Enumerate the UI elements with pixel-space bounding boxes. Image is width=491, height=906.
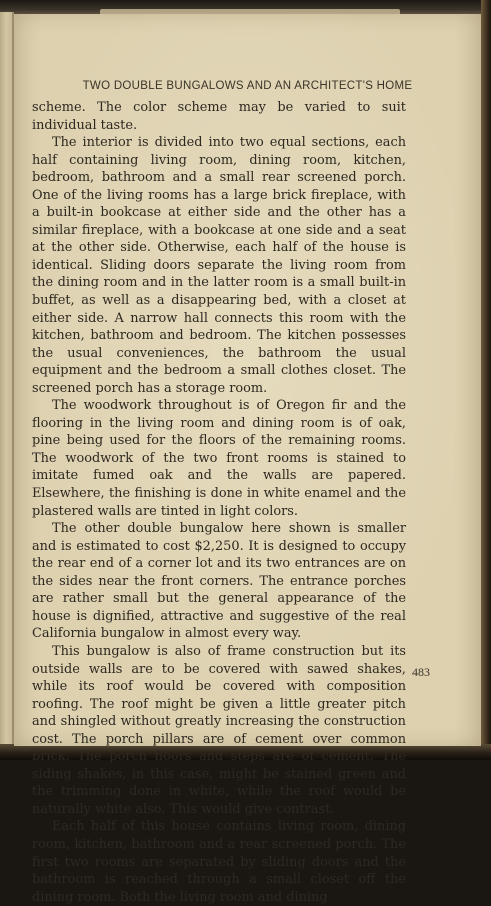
paragraph-interior: The interior is divided into two equal sections, each half containing living room, dining room, kitchen, bedroom, bathroom and a small rear screened porch. One of the living rooms has a large brick fireplace, with a built-in bookcase at either side and the other has a similar fireplace, with a bookcase at one side and a seat at the other side. Otherwise, each half of the house is identical. Sliding doors separate the living room from the dining room and in the latter room is a small built-in buffet, as well as a disappearing bed, with a closet at either side. A narrow hall connects this room with the kitchen, bathroom and bedroom. The kitchen possesses the usual conveniences, the bathroom the usual equipment and the bedroom a small clothes closet. The screened porch has a storage room. [32,135,406,396]
paragraph-construction: This bungalow is also of frame construction but its outside walls are to be covered with sawed shakes, while its roof would be covered with composition roofing. The roof might be given a little greater pitch and shingled without greatly increasing the construction cost. The porch pillars are of cement over common brick. The porch floors and steps are of cement. The siding shakes, in this case, might be stained green and the trimming done in white, while the roof would be naturally white also. This would give contrast. [32,643,406,817]
paragraph-layout: Each half of this house contains living room, dining room, kitchen, bathroom and a rear screened porch. The first two rooms are separated by sliding doors and the bathroom is reached through a small closet off the dining room. Both the living room and dining [32,819,406,905]
body-text [32,99,406,906]
running-head: TWO DOUBLE BUNGALOWS AND AN ARCHITECT'S HOME [82,80,413,92]
left-page-edge [0,12,14,748]
paragraph-woodwork: The woodwork throughout is of Oregon fir and the flooring in the living room and dining room is of oak, pine being used for the floors of the remaining rooms. The woodwork of the two front rooms is stained to imitate fumed oak and the walls are papered. Elsewhere, the finishing is done in white enamel and the plastered walls are tinted in light colors. [32,398,406,519]
paragraph-second-bungalow: The other double bungalow here shown is smaller and is estimated to cost $2,250. It is designed to occupy the rear end of a corner lot and its two entrances are on the sides near the front corners. The entrance porches are rather small but the general appearance of the house is dignified, attractive and suggestive of the real California bungalow in almost every way. [32,521,406,642]
paragraph-continuation: scheme. The color scheme may be varied to suit individual taste. [32,100,406,133]
right-binding-edge [481,0,491,760]
page-number: 483 [412,665,430,679]
page-sheet [14,14,481,905]
